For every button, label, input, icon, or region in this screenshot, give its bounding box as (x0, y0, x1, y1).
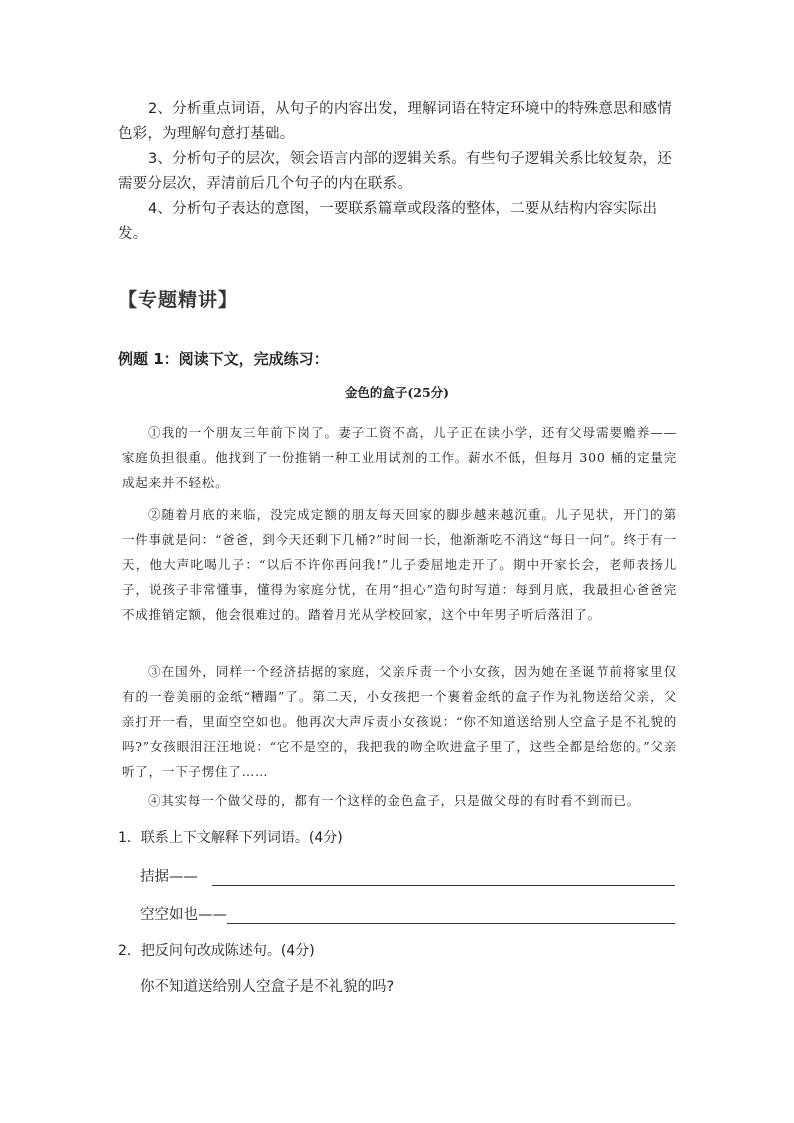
intro-point-3: 3、分析句子的层次，领会语言内部的逻辑关系。有些句子逻辑关系比较复杂，还需要分层次，弄清前后几个句子的内在联系。 (118, 151, 672, 192)
article-paragraph-4: ④其实每一个做父母的，都有一个这样的金色盒子，只是做父母的有时看不到而已。 (148, 793, 641, 808)
blank-label-kongkong: 空空如也—— (140, 907, 227, 923)
answer-line-jieju[interactable] (212, 871, 675, 886)
intro-point-2: 2、分析重点词语，从句子的内容出发，理解词语在特定环境中的特殊意思和感情色彩，为理解句意打基础。 (118, 101, 672, 142)
article-title: 金色的盒子(25分) (344, 385, 450, 400)
answer-row-jieju (140, 864, 675, 886)
article-paragraph-1: ①我的一个朋友三年前下岗了。妻子工资不高，儿子正在读小学，还有父母需要赡养——家庭负担很重。他找到了一份推销一种工业用试剂的工作。薪水不低，但每月 300 桶的定量完成起来并不轻松。 (122, 425, 677, 490)
question-2: 2．把反问句改成陈述句。(4分) (118, 943, 315, 959)
question-2-sentence: 你不知道送给别人空盒子是不礼貌的吗? (140, 979, 395, 995)
section-title: 【专题精讲】 (118, 289, 239, 311)
intro-point-4: 4、分析句子表达的意图，一要联系篇章或段落的整体，二要从结构内容实际出发。 (118, 201, 658, 242)
question-1: 1．联系上下文解释下列词语。(4分) (118, 830, 343, 846)
blank-label-jieju: 拮据—— (140, 869, 198, 885)
answer-row-kongkong (140, 902, 675, 924)
answer-line-kongkong[interactable] (227, 909, 675, 924)
example-title: 例题 1：阅读下文，完成练习： (118, 350, 329, 368)
article-paragraph-3: ③在国外，同样一个经济拮据的家庭，父亲斥责一个小女孩，因为她在圣诞节前将家里仅有的一卷美丽的金纸“糟蹋”了。第二天，小女孩把一个裹着金纸的盒子作为礼物送给父亲，父亲打开一看，里面空空如也。他再次大声斥责小女孩说：“你不知道送给别人空盒子是不礼貌的吗?”女孩眼泪汪汪地说：“它不是空的，我把我的吻全吹进盒子里了，这些全都是给您的。”父亲听了，一下子愣住了…… (122, 664, 677, 779)
article-paragraph-2: ②随着月底的来临，没完成定额的朋友每天回家的脚步越来越沉重。儿子见状，开门的第一件事就是问：“爸爸，到今天还剩下几桶?”时间一长，他渐渐吃不消这“每日一问”。终于有一天，他大声叱喝儿子：“以后不许你再问我!”儿子委屈地走开了。期中开家长会，老师表扬儿子，说孩子非常懂事，懂得为家庭分忧，在用“担心”造句时写道：每到月底，我最担心爸爸完不成推销定额，他会很难过的。踏着月光从学校回家，这个中年男子听后落泪了。 (122, 507, 677, 622)
